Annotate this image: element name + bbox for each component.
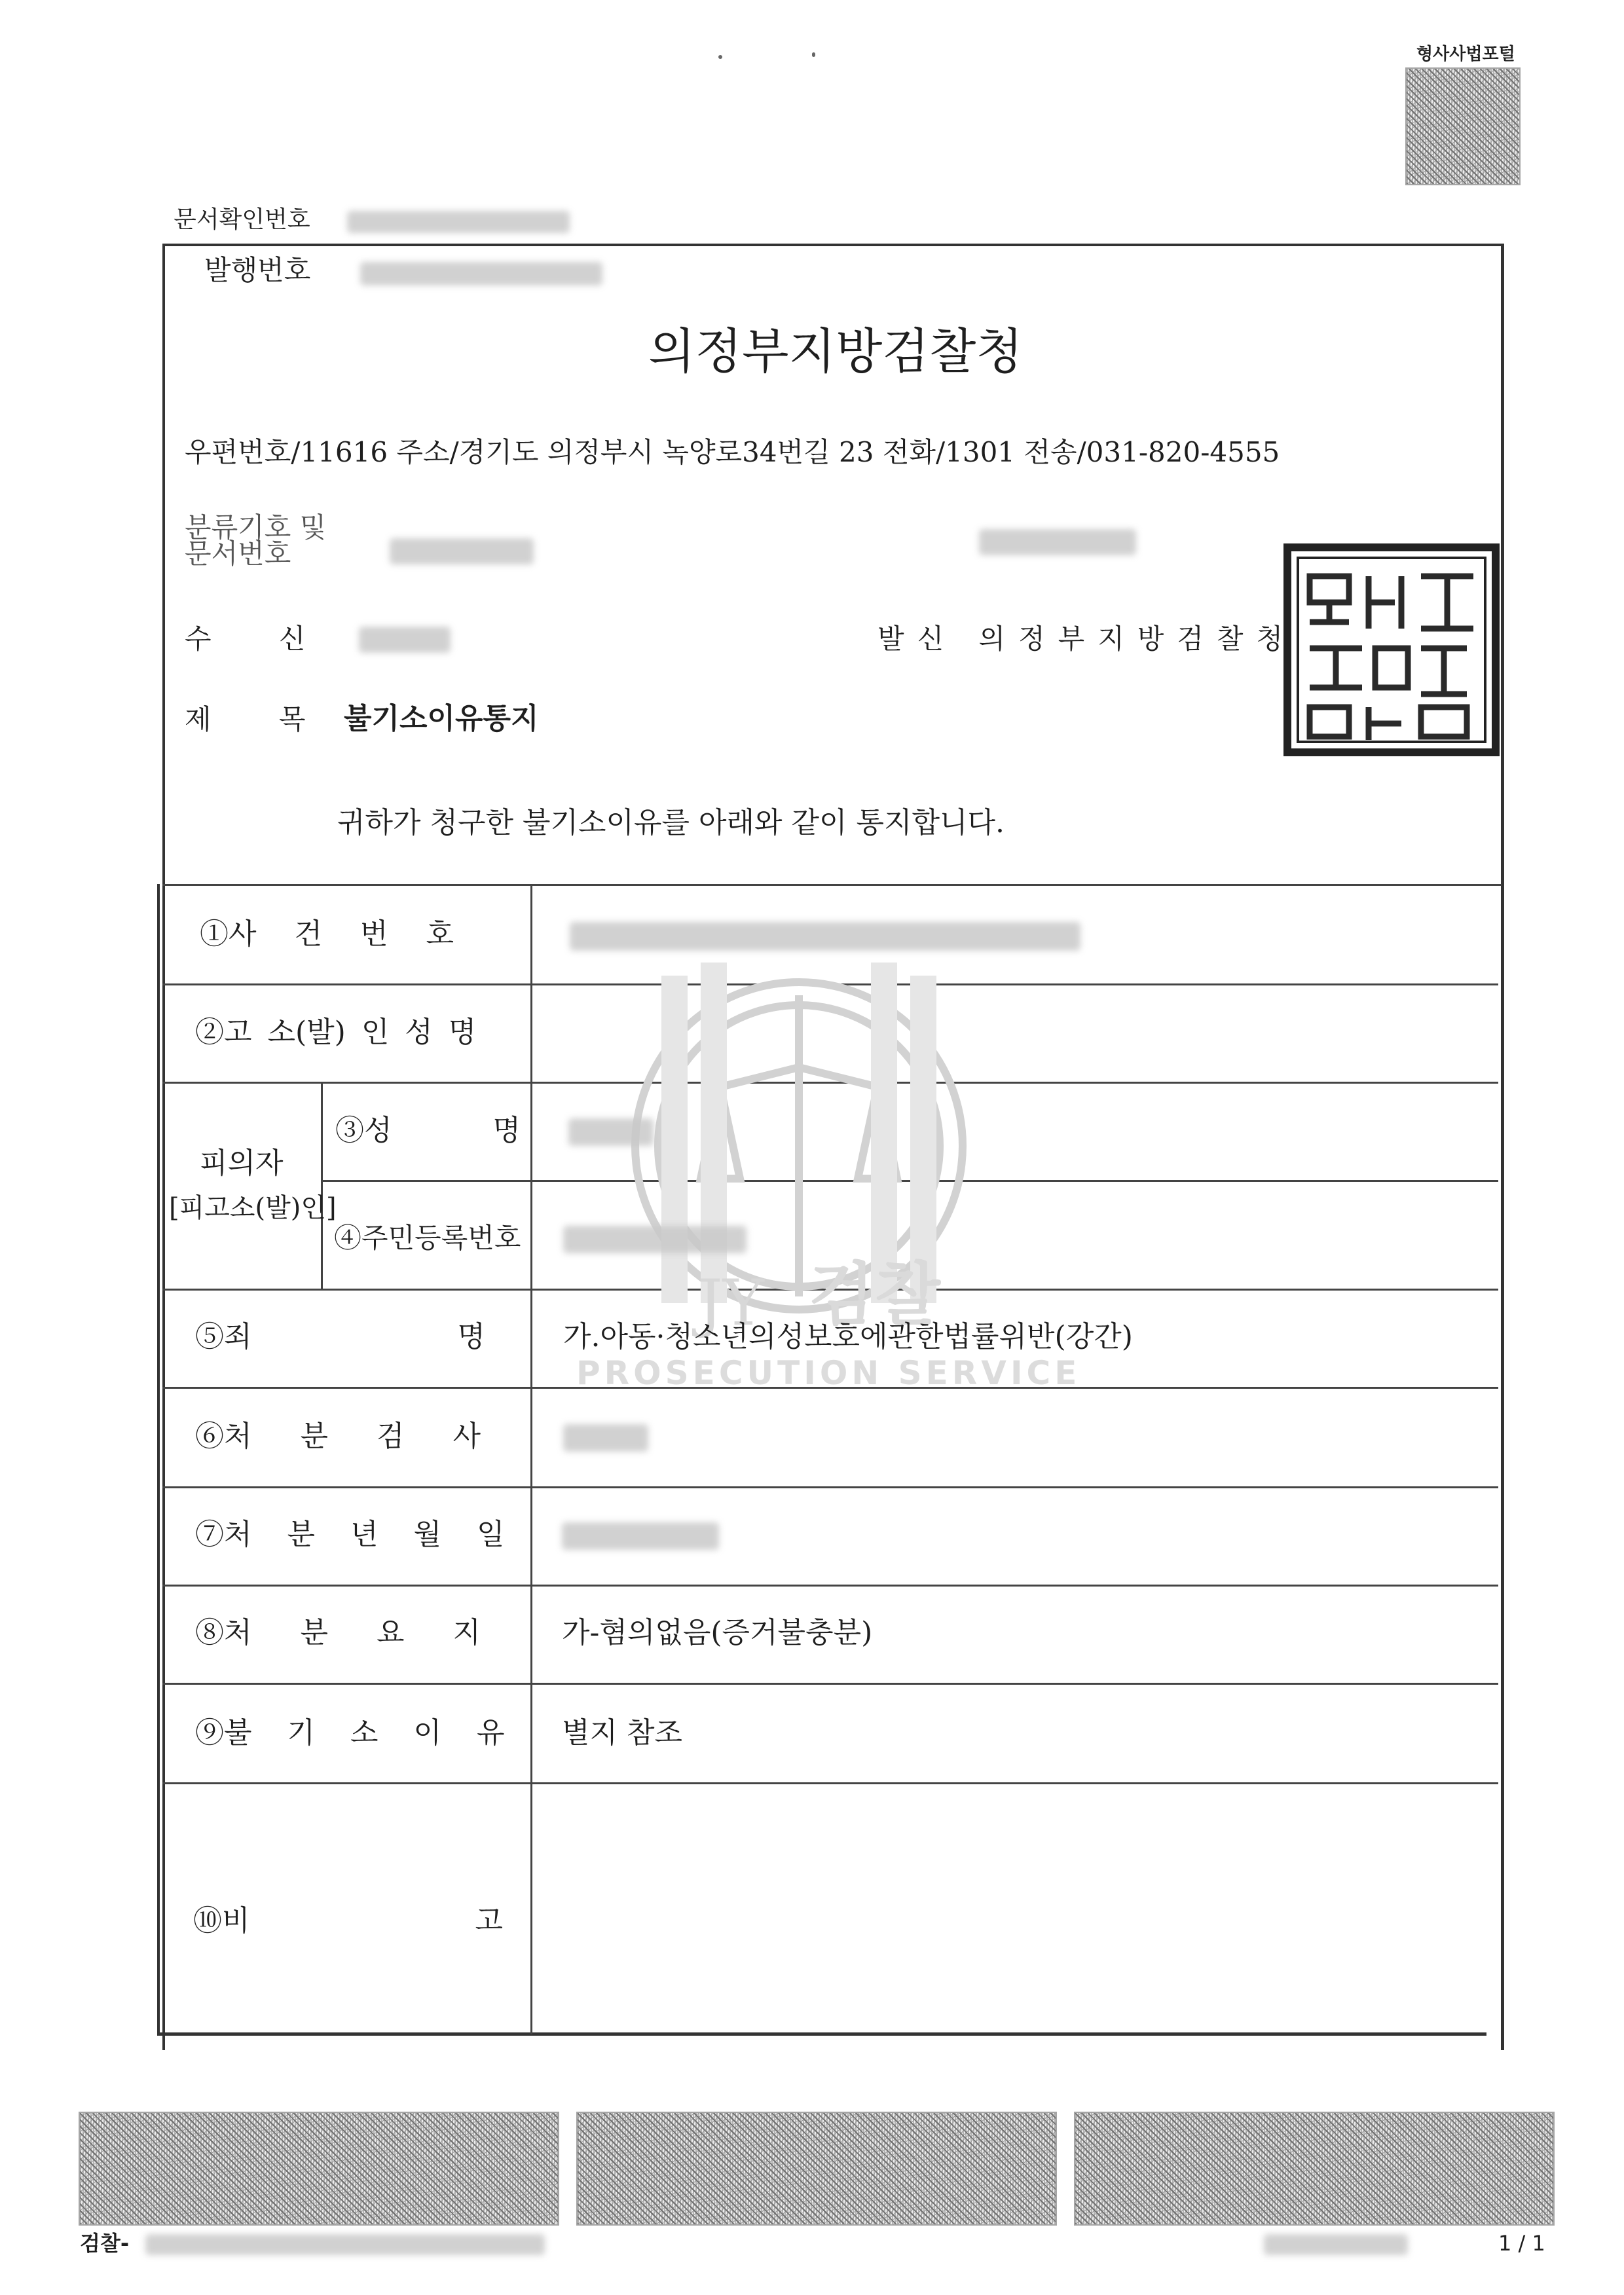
watermark-word: 검찰: [809, 1255, 940, 1334]
sender-text: 발신 의정부지방검찰청: [877, 623, 1297, 655]
office-title: 의정부지방검찰청: [648, 323, 1023, 380]
address-line: 우편번호/11616 주소/경기도 의정부시 녹양로34번길 23 전화/1301 전송/031-820-4555: [185, 436, 1280, 468]
barcode-icon: [576, 2112, 1057, 2226]
reason-label: ⑨불 기 소 이 유: [195, 1716, 505, 1750]
resident-number-redacted: [563, 1226, 747, 1253]
table-top-border: [162, 884, 1502, 886]
crime-value: 가.아동·청소년의성보호에관한법률위반(강간): [563, 1320, 1133, 1353]
intro-text: 귀하가 청구한 불기소이유를 아래와 같이 통지합니다.: [337, 806, 1005, 839]
suspect-name-redacted: [568, 1118, 654, 1146]
footer-code-redacted: [145, 2234, 545, 2255]
recipient-value-redacted: [359, 627, 451, 653]
crime-label: ⑤죄 명: [195, 1320, 485, 1353]
classification-label-line1: 분류기호 및: [185, 511, 327, 543]
reason-value: 별지 참조: [562, 1716, 683, 1750]
classification-label-line2: 문서번호: [185, 538, 291, 570]
issue-value-redacted: [360, 262, 602, 285]
scan-dot: [718, 55, 722, 59]
disposition-summary-value: 가-혐의없음(증거불충분): [562, 1616, 873, 1649]
disposition-date-label: ⑦처 분 년 월 일: [195, 1518, 505, 1551]
official-seal-icon: [1283, 543, 1500, 756]
prosecutor-redacted: [563, 1424, 648, 1452]
resident-number-label: ④주민등록번호: [334, 1222, 521, 1254]
issue-label: 발행번호: [204, 254, 311, 286]
doc-confirm-value-redacted: [347, 211, 570, 233]
security-code-icon: [1405, 67, 1521, 185]
table-column-divider: [530, 884, 532, 2034]
barcode-icon: [1074, 2112, 1555, 2226]
table-row-border: [162, 1585, 1498, 1587]
remarks-label: ⑩비 고: [193, 1904, 503, 1937]
classification-value-redacted: [390, 538, 534, 564]
watermark-letters: JY: [697, 1266, 764, 1340]
case-number-label: ①사 건 번 호: [200, 917, 454, 951]
suspect-group-label-line1: 피의자: [200, 1147, 284, 1180]
disposition-summary-label: ⑧처 분 요 지: [195, 1616, 481, 1649]
recipient-label: 수 신: [185, 623, 306, 655]
case-number-redacted: [570, 922, 1080, 951]
footer-prefix: 검찰-: [80, 2231, 130, 2256]
suspect-name-label: ③성 명: [335, 1114, 521, 1147]
complainant-label: ②고 소(발) 인 성 명: [195, 1016, 477, 1049]
disposition-date-redacted: [562, 1522, 719, 1550]
subject-label: 제 목: [185, 703, 306, 735]
table-row-border: [162, 1782, 1498, 1784]
portal-label: 형사사법포털: [1416, 45, 1515, 64]
doc-confirm-label: 문서확인번호: [174, 206, 310, 233]
table-row-border: [162, 1683, 1498, 1685]
page-indicator: 1 / 1: [1498, 2231, 1545, 2256]
table-left-border: [157, 884, 160, 2034]
prosecutor-label: ⑥처 분 검 사: [195, 1420, 481, 1453]
table-subcolumn-divider: [321, 1082, 323, 1289]
scan-dot: [812, 52, 815, 57]
footer-date-redacted: [1264, 2234, 1408, 2255]
table-bottom-border: [157, 2032, 1486, 2036]
barcode-icon: [79, 2112, 559, 2226]
suspect-group-label-line2: [피고소(발)인]: [169, 1193, 337, 1223]
date-redacted: [979, 529, 1136, 555]
subject-value: 불기소이유통지: [344, 702, 539, 735]
table-row-border: [162, 1486, 1498, 1488]
watermark-english: PROSECUTION SERVICE: [576, 1354, 1081, 1392]
